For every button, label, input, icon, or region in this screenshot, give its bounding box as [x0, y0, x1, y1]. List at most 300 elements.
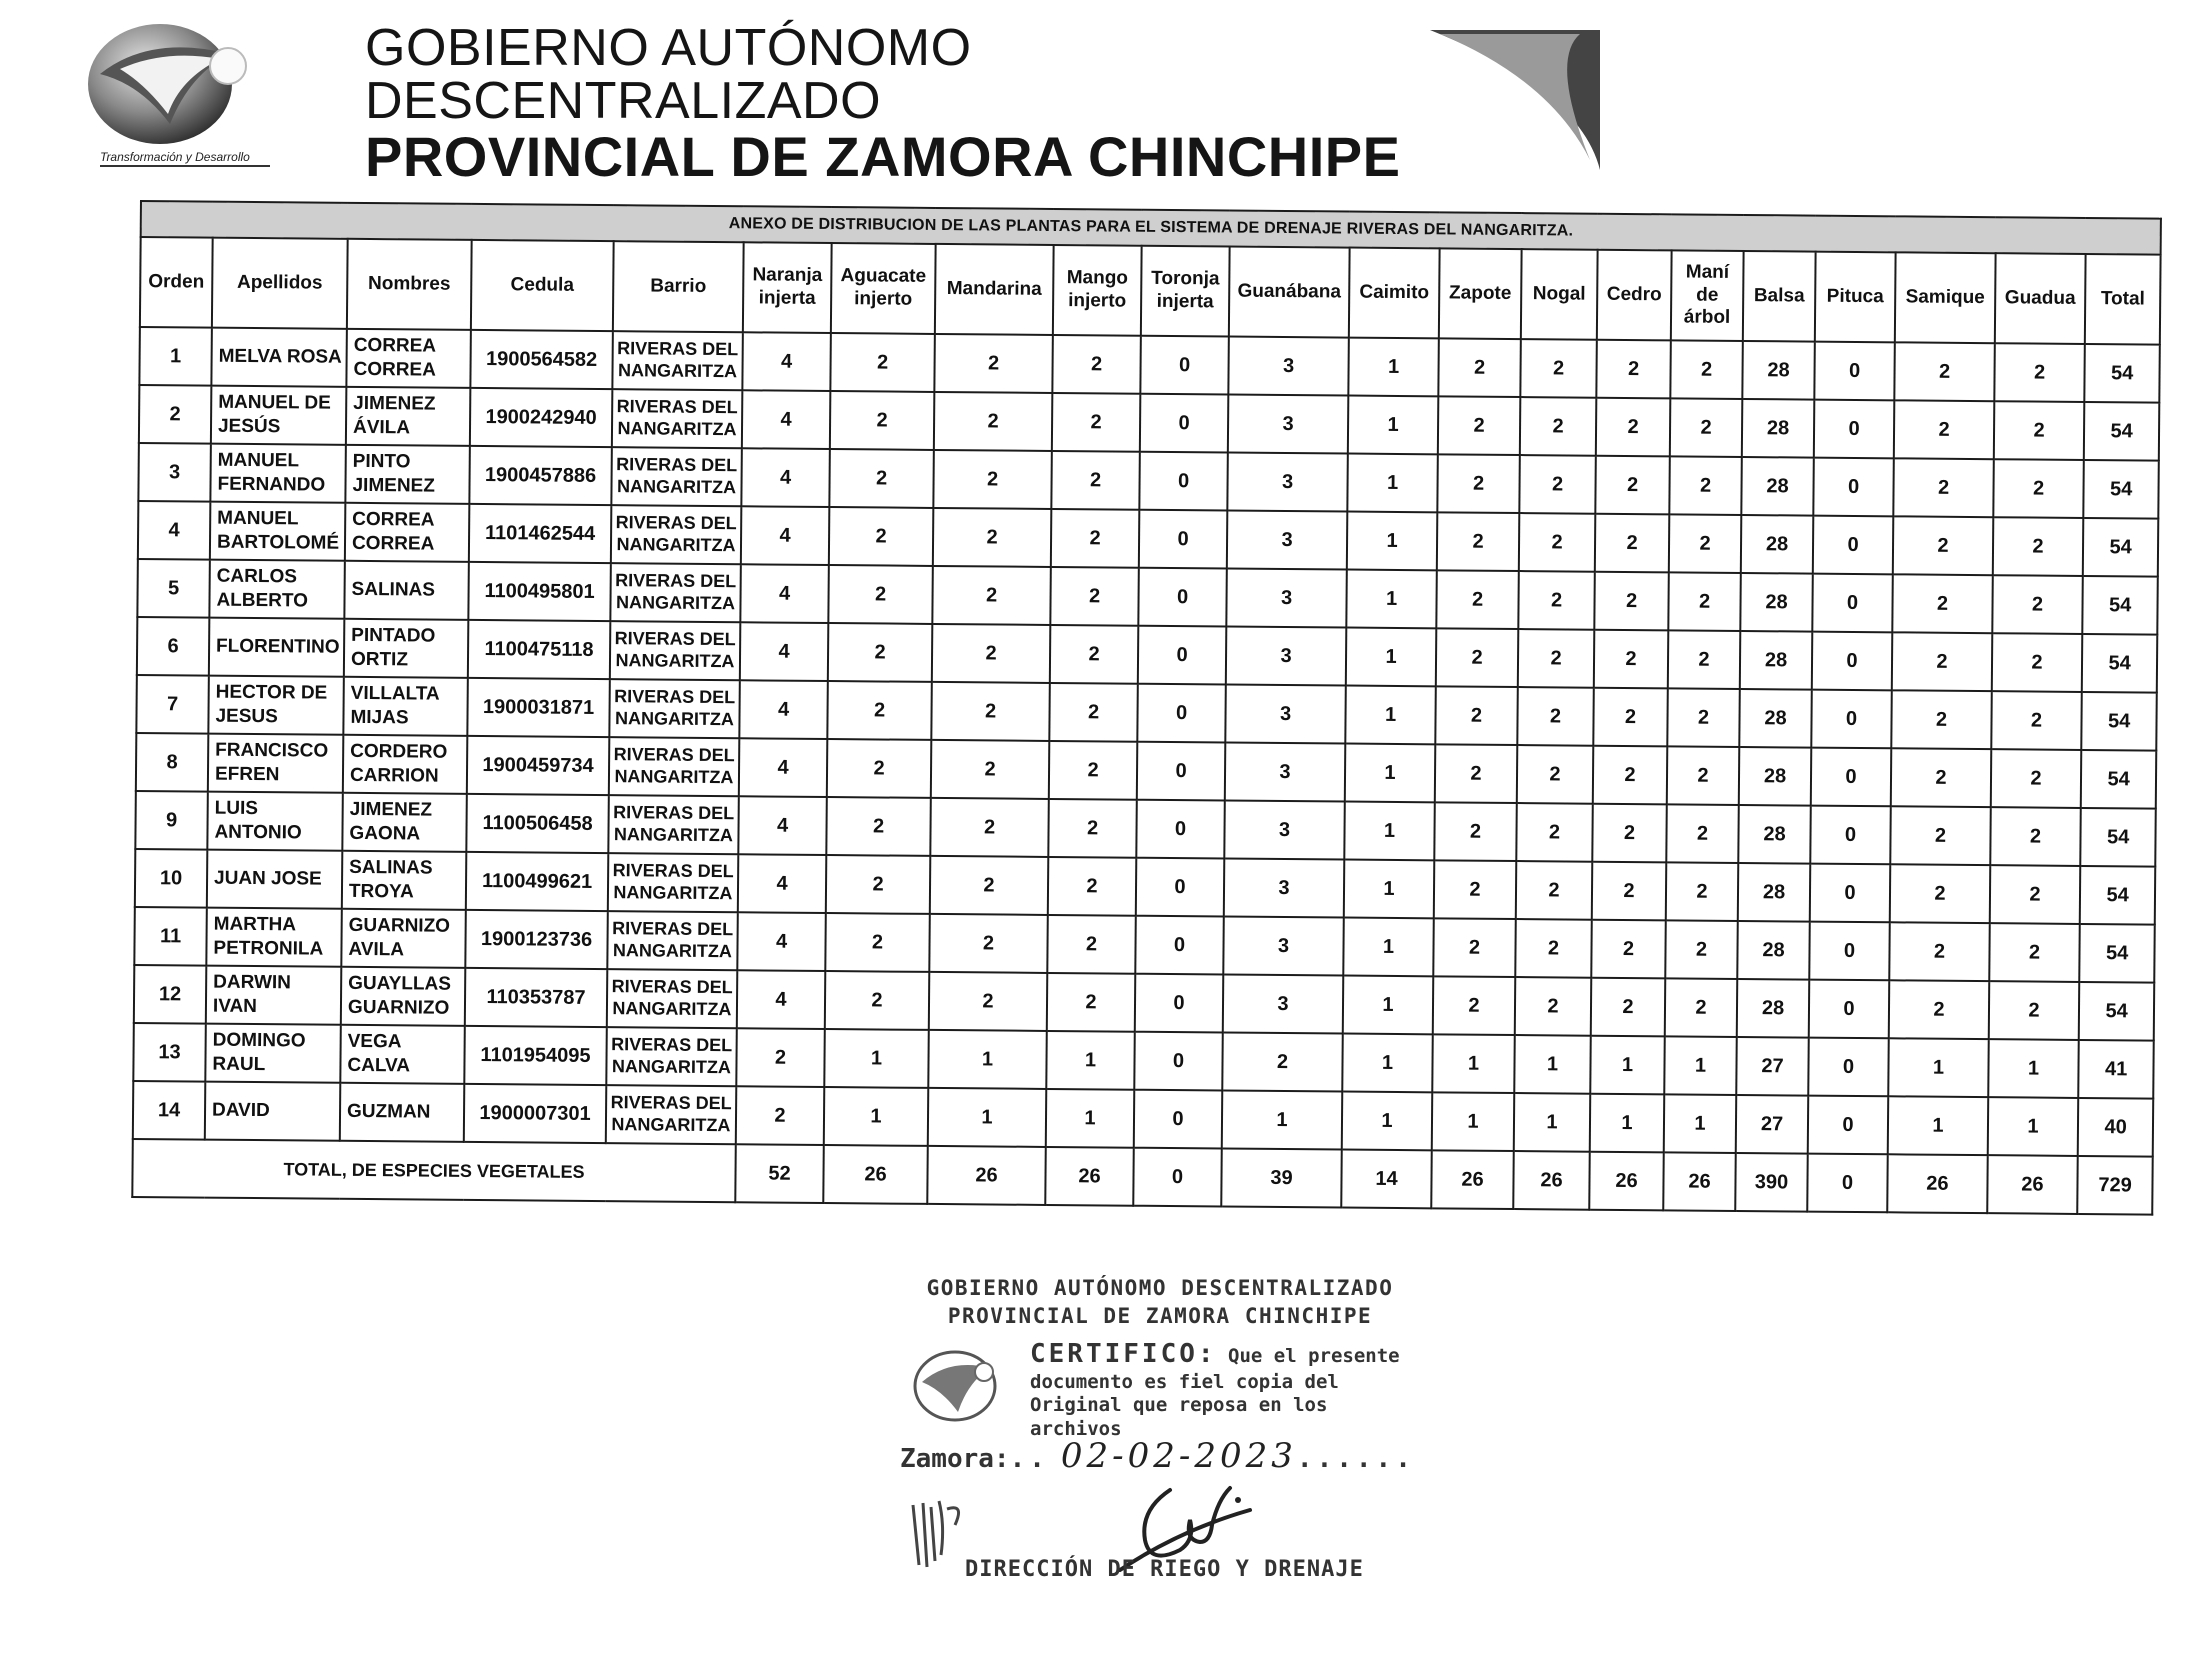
table-cell: 2 [827, 739, 932, 798]
table-cell: 27 [1736, 1095, 1809, 1154]
table-cell: 1 [139, 327, 212, 386]
table-cell: 1 [1046, 1031, 1135, 1090]
table-cell: 2 [1433, 976, 1516, 1035]
table-cell: 1 [1514, 1093, 1591, 1152]
table-cell: 2 [1893, 458, 1994, 517]
table-cell: RIVERAS DEL NANGARITZA [611, 505, 742, 564]
table-cell: 4 [138, 501, 211, 560]
table-cell: 2 [1890, 806, 1991, 865]
table-cell: 1 [1343, 918, 1434, 977]
table-cell: 0 [1139, 452, 1228, 511]
table-cell: 0 [1136, 800, 1225, 859]
certifico-label: CERTIFICO: [1030, 1339, 1217, 1369]
table-cell: 4 [739, 738, 828, 797]
total-cell: 0 [1133, 1148, 1222, 1207]
table-cell: MANUEL DE JESÚS [211, 386, 347, 445]
table-cell: 2 [1667, 746, 1740, 805]
table-cell: 41 [2078, 1040, 2154, 1099]
table-cell: 4 [738, 796, 827, 855]
table-cell: 1101954095 [464, 1026, 607, 1085]
table-cell: 1 [1347, 454, 1438, 513]
table-cell: 28 [1739, 689, 1812, 748]
table-cell: 2 [930, 798, 1049, 857]
table-cell: 28 [1740, 573, 1813, 632]
total-cell: 0 [1807, 1154, 1888, 1213]
table-cell: JIMENEZ GAONA [342, 793, 467, 852]
table-cell: 1900123736 [465, 910, 608, 969]
table-cell: 54 [2084, 344, 2160, 403]
table-cell: 4 [742, 332, 831, 391]
table-cell: RIVERAS DEL NANGARITZA [610, 621, 741, 680]
table-cell: 28 [1737, 921, 1810, 980]
table-cell: 5 [137, 559, 210, 618]
table-cell: 54 [2084, 402, 2160, 461]
column-header: Aguacate injerto [831, 243, 936, 334]
table-cell: 2 [1051, 509, 1140, 568]
table-cell: 0 [1136, 858, 1225, 917]
table-cell: 2 [1435, 744, 1518, 803]
table-cell: 0 [1135, 974, 1224, 1033]
table-cell: 10 [135, 849, 208, 908]
column-header: Nombres [347, 239, 472, 330]
table-cell: 2 [829, 507, 934, 566]
table-cell: 2 [1890, 864, 1991, 923]
table-cell: RIVERAS DEL NANGARITZA [606, 1027, 737, 1086]
table-cell: 0 [1138, 568, 1227, 627]
table-cell: 2 [1050, 625, 1139, 684]
table-cell: MANUEL FERNANDO [210, 444, 346, 503]
table-cell: 2 [1435, 686, 1518, 745]
table-cell: 1900459734 [467, 736, 610, 795]
table-cell: 0 [1810, 806, 1891, 865]
table-cell: 2 [829, 449, 934, 508]
certifico-text [1030, 1338, 1425, 1442]
header-title-line2: PROVINCIAL DE ZAMORA CHINCHIPE [365, 125, 1401, 189]
table-cell: 2 [1994, 401, 2085, 460]
table-cell: 0 [1813, 516, 1894, 575]
table-cell: 1100475118 [468, 620, 611, 679]
table-cell: 3 [1224, 800, 1345, 859]
table-cell: 2 [1892, 574, 1993, 633]
table-cell: 3 [1223, 974, 1344, 1033]
table-cell: MELVA ROSA [211, 328, 347, 387]
institution-logo-icon [80, 14, 260, 164]
table-cell: 2 [1047, 973, 1136, 1032]
table-cell: 28 [1742, 341, 1815, 400]
table-cell: 0 [1134, 1090, 1223, 1149]
table-cell: 8 [136, 733, 209, 792]
table-cell: 0 [1813, 458, 1894, 517]
table-cell: 1 [1345, 744, 1436, 803]
table-cell: 1 [1046, 1089, 1135, 1148]
table-cell: 2 [825, 913, 930, 972]
table-cell: 28 [1741, 457, 1814, 516]
table-cell: GUARNIZO AVILA [341, 909, 466, 968]
table-cell: RIVERAS DEL NANGARITZA [607, 911, 738, 970]
table-cell: 0 [1139, 510, 1228, 569]
table-cell: CORDERO CARRION [343, 735, 468, 794]
table-cell: 2 [1891, 690, 1992, 749]
table-cell: VEGA CALVA [340, 1025, 465, 1084]
table-cell: 2 [1889, 980, 1990, 1039]
table-cell: RIVERAS DEL NANGARITZA [612, 389, 743, 448]
table-cell: 54 [2082, 576, 2158, 635]
table-cell: 1 [1343, 976, 1434, 1035]
table-cell: 2 [932, 566, 1051, 625]
table-cell: 2 [1434, 802, 1517, 861]
table-cell: 2 [1666, 862, 1739, 921]
table-cell: 0 [1811, 690, 1892, 749]
table-cell: 2 [1519, 513, 1596, 572]
table-cell: 2 [1992, 633, 2083, 692]
table-cell: 2 [1894, 400, 1995, 459]
column-header: Orden [140, 237, 213, 328]
total-cell: 26 [1589, 1152, 1664, 1211]
table-cell: 1 [1514, 1035, 1591, 1094]
table-cell: 54 [2079, 924, 2155, 983]
total-cell: 26 [1513, 1151, 1590, 1210]
table-cell: 1 [1988, 1097, 2079, 1156]
table-cell: 13 [133, 1023, 206, 1082]
table-cell: 2 [1594, 572, 1669, 631]
table-cell: GUAYLLAS GUARNIZO [341, 967, 466, 1026]
table-cell: 2 [1893, 516, 1994, 575]
table-cell: 4 [737, 912, 826, 971]
certification-stamp [900, 1276, 1420, 1476]
total-cell: 26 [1045, 1147, 1134, 1206]
table-cell: 2 [934, 392, 1053, 451]
column-header: Naranja injerta [743, 242, 832, 333]
table-cell: 2 [1990, 865, 2081, 924]
distribution-table-wrapper [131, 200, 2160, 1216]
total-cell: 26 [1431, 1150, 1514, 1209]
table-cell: 2 [1668, 572, 1741, 631]
table-cell: 2 [1990, 807, 2081, 866]
table-cell: 2 [830, 333, 935, 392]
table-cell: 2 [933, 508, 1052, 567]
stamp-date-dots: .. [1009, 1444, 1049, 1474]
column-header: Samique [1895, 252, 1996, 343]
table-cell: 2 [830, 391, 935, 450]
table-cell: 2 [1049, 683, 1138, 742]
table-cell: LUIS ANTONIO [207, 792, 343, 851]
table-cell: PINTO JIMENEZ [345, 445, 470, 504]
column-header: Zapote [1439, 248, 1522, 339]
table-cell: 1 [1344, 860, 1435, 919]
table-cell: DARWIN IVAN [206, 966, 342, 1025]
table-cell: 0 [1134, 1032, 1223, 1091]
total-cell: 26 [927, 1146, 1046, 1205]
column-header: Pituca [1815, 252, 1896, 343]
table-cell: 2 [1891, 748, 1992, 807]
table-cell: 2 [929, 972, 1048, 1031]
table-cell: 1 [1346, 570, 1437, 629]
table-cell: 0 [1812, 574, 1893, 633]
table-cell: 1 [1888, 1096, 1989, 1155]
table-cell: 2 [827, 681, 932, 740]
table-cell: 40 [2078, 1098, 2154, 1157]
table-cell: 2 [1994, 343, 2085, 402]
table-cell: DAVID [205, 1082, 341, 1141]
total-cell: 14 [1341, 1150, 1432, 1209]
total-cell: 26 [1987, 1155, 2078, 1214]
table-cell: 2 [1520, 339, 1597, 398]
table-cell: 1 [1432, 1092, 1515, 1151]
table-cell: 54 [2082, 634, 2158, 693]
stamp-body [900, 1338, 1420, 1438]
table-cell: 1900242940 [470, 388, 613, 447]
table-cell: 2 [931, 682, 1050, 741]
table-cell: 110353787 [465, 968, 608, 1027]
table-cell: RIVERAS DEL NANGARITZA [609, 737, 740, 796]
table-cell: 3 [1228, 395, 1349, 454]
column-header: Mango injerto [1053, 245, 1142, 336]
table-cell: 12 [134, 965, 207, 1024]
table-cell: 1900031871 [467, 678, 610, 737]
total-cell: 26 [823, 1145, 928, 1204]
table-cell: 4 [741, 506, 830, 565]
table-cell: 2 [1048, 857, 1137, 916]
table-cell: RIVERAS DEL NANGARITZA [608, 795, 739, 854]
table-cell: 1 [1347, 512, 1438, 571]
table-cell: 54 [2080, 808, 2156, 867]
table-cell: 2 [1593, 688, 1668, 747]
table-cell: 4 [740, 564, 829, 623]
total-label: TOTAL, DE ESPECIES VEGETALES [132, 1139, 735, 1202]
header-title-line1: GOBIERNO AUTÓNOMO DESCENTRALIZADO [365, 19, 972, 131]
table-cell: 2 [1438, 396, 1521, 455]
table-cell: 2 [1518, 629, 1595, 688]
table-cell: 54 [2083, 460, 2159, 519]
table-cell: 27 [1736, 1037, 1809, 1096]
table-cell: 1 [1664, 1094, 1737, 1153]
table-cell: 4 [737, 970, 826, 1029]
column-header: Guadua [1995, 253, 2086, 344]
table-cell: 2 [1592, 862, 1667, 921]
table-cell: 0 [1137, 742, 1226, 801]
table-cell: 2 [1889, 922, 1990, 981]
column-header: Caimito [1349, 248, 1440, 339]
table-cell: 1 [1345, 686, 1436, 745]
table-cell: 1 [1222, 1090, 1343, 1149]
table-cell: 28 [1737, 979, 1810, 1038]
table-cell: 1100506458 [466, 794, 609, 853]
table-cell: MARTHA PETRONILA [206, 908, 342, 967]
stamp-department: DIRECCIÓN DE RIEGO Y DRENAJE [965, 1557, 1364, 1582]
table-cell: 0 [1811, 748, 1892, 807]
table-cell: 2 [1515, 977, 1592, 1036]
table-cell: 2 [1433, 918, 1516, 977]
table-cell: 4 [741, 448, 830, 507]
table-cell: 0 [1814, 400, 1895, 459]
table-cell: 2 [1049, 741, 1138, 800]
table-cell: RIVERAS DEL NANGARITZA [611, 447, 742, 506]
table-cell: 3 [1227, 511, 1348, 570]
table-cell: 3 [1226, 626, 1347, 685]
column-header: Toronja injerta [1141, 246, 1230, 337]
table-cell: 2 [825, 971, 930, 1030]
table-cell: 54 [2081, 692, 2157, 751]
table-cell: 2 [1670, 398, 1743, 457]
table-body [133, 327, 2160, 1157]
table-cell: CORREA CORREA [345, 503, 470, 562]
table-cell: 2 [1520, 397, 1597, 456]
logo-caption: Transformación y Desarrollo [100, 150, 270, 167]
table-cell: 2 [1591, 978, 1666, 1037]
table-cell: MANUEL BARTOLOMÉ [210, 502, 346, 561]
table-cell: 1 [1348, 396, 1439, 455]
table-cell: 2 [1991, 691, 2082, 750]
table-cell: 2 [932, 624, 1051, 683]
table-cell: 3 [1224, 858, 1345, 917]
table-cell: PINTADO ORTIZ [344, 619, 469, 678]
stamp-date-dots-trailing: ...... [1296, 1444, 1415, 1474]
table-cell: 2 [1991, 749, 2082, 808]
table-cell: 11 [134, 907, 207, 966]
table-cell: 28 [1740, 631, 1813, 690]
table-cell: 28 [1738, 805, 1811, 864]
table-cell: 2 [933, 450, 1052, 509]
stamp-place-label: Zamora: [900, 1444, 1010, 1474]
table-cell: 2 [1669, 456, 1742, 515]
table-cell: 2 [1670, 340, 1743, 399]
table-cell: 2 [828, 565, 933, 624]
table-cell: VILLALTA MIJAS [343, 677, 468, 736]
table-cell: 2 [1668, 630, 1741, 689]
table-cell: 2 [1047, 915, 1136, 974]
table-cell: 3 [1223, 916, 1344, 975]
column-header: Cedro [1597, 250, 1672, 341]
total-cell: 26 [1887, 1154, 1988, 1213]
table-cell: 28 [1739, 747, 1812, 806]
table-cell: 2 [1436, 570, 1519, 629]
table-cell: 2 [931, 740, 1050, 799]
table-cell: 2 [934, 334, 1053, 393]
certifico-text-line3: Original que reposa en los archivos [1030, 1394, 1328, 1440]
table-cell: 1900564582 [470, 330, 613, 389]
table-cell: 3 [1228, 337, 1349, 396]
table-cell: 0 [1809, 922, 1890, 981]
table-cell: 54 [2081, 750, 2157, 809]
table-cell: 3 [138, 443, 211, 502]
table-cell: 6 [137, 617, 210, 676]
table-cell: 4 [742, 390, 831, 449]
table-cell: 2 [1592, 804, 1667, 863]
table-cell: 2 [1595, 514, 1670, 573]
table-cell: 2 [930, 856, 1049, 915]
table-cell: 2 [1665, 978, 1738, 1037]
table-cell: 2 [1989, 981, 2080, 1040]
table-cell: 0 [1809, 980, 1890, 1039]
table-cell: 1 [824, 1087, 929, 1146]
table-cell: 4 [739, 680, 828, 739]
certifico-text-line1: Que el presente [1228, 1345, 1400, 1367]
table-cell: 2 [1595, 456, 1670, 515]
table-cell: 2 [1436, 628, 1519, 687]
total-cell: 26 [1663, 1152, 1736, 1211]
total-cell: 390 [1735, 1153, 1808, 1212]
certifico-text-line2: documento es fiel copia del [1030, 1370, 1339, 1393]
table-cell: 2 [1052, 393, 1141, 452]
table-cell: FRANCISCO EFREN [208, 734, 344, 793]
table-cell: JIMENEZ ÁVILA [346, 387, 471, 446]
column-header: Total [2085, 254, 2161, 345]
table-cell: 2 [1517, 745, 1594, 804]
table-cell: 1 [824, 1029, 929, 1088]
table-cell: 3 [1225, 742, 1346, 801]
total-cell: 52 [735, 1144, 824, 1203]
table-cell: 1 [1348, 338, 1439, 397]
document-header [365, 19, 1465, 189]
table-cell: 1 [1988, 1039, 2079, 1098]
table-cell: 28 [1738, 863, 1811, 922]
table-cell: 1900457886 [469, 446, 612, 505]
table-cell: 2 [826, 797, 931, 856]
table-cell: 0 [1138, 626, 1227, 685]
table-cell: 2 [736, 1028, 825, 1087]
table-cell: 2 [1222, 1032, 1343, 1091]
stamp-logo-icon [910, 1346, 1000, 1426]
stamp-title-line2: PROVINCIAL DE ZAMORA CHINCHIPE [947, 1304, 1373, 1328]
table-cell: GUZMAN [340, 1083, 465, 1142]
table-cell: 1900007301 [464, 1084, 607, 1143]
table-cell: 2 [1667, 688, 1740, 747]
table-cell: JUAN JOSE [207, 850, 343, 909]
table-cell: 2 [1993, 517, 2084, 576]
table-cell: RIVERAS DEL NANGARITZA [607, 969, 738, 1028]
distribution-table [131, 200, 2162, 1216]
table-cell: 0 [1814, 342, 1895, 401]
table-cell: 3 [1226, 568, 1347, 627]
table-cell: 2 [736, 1086, 825, 1145]
table-cell: 0 [1808, 1038, 1889, 1097]
table-cell: 3 [1227, 453, 1348, 512]
table-cell: 2 [1519, 455, 1596, 514]
table-cell: 28 [1742, 399, 1815, 458]
stamp-title-line1: GOBIERNO AUTÓNOMO DESCENTRALIZADO [926, 1276, 1394, 1300]
table-cell: 1 [1346, 628, 1437, 687]
table-cell: 0 [1135, 916, 1224, 975]
table-cell: 1 [1888, 1038, 1989, 1097]
total-cell: 729 [2077, 1156, 2153, 1215]
table-cell: CARLOS ALBERTO [209, 560, 345, 619]
column-header: Maní de árbol [1671, 250, 1744, 341]
table-cell: 54 [2083, 518, 2159, 577]
table-cell: FLORENTINO [209, 618, 345, 677]
table-cell: 0 [1808, 1096, 1889, 1155]
table-cell: 28 [1741, 515, 1814, 574]
table-cell: CORREA CORREA [346, 329, 471, 388]
table-cell: 2 [1437, 512, 1520, 571]
table-cell: 7 [136, 675, 209, 734]
table-cell: 54 [2080, 866, 2156, 925]
table-cell: 3 [1225, 684, 1346, 743]
table-cell: RIVERAS DEL NANGARITZA [610, 563, 741, 622]
table-cell: 0 [1812, 632, 1893, 691]
table-cell: SALINAS TROYA [342, 851, 467, 910]
column-header: Mandarina [935, 244, 1054, 335]
table-cell: 2 [1516, 861, 1593, 920]
table-cell: 2 [1048, 799, 1137, 858]
table-cell: DOMINGO RAUL [205, 1024, 341, 1083]
table-cell: 14 [133, 1081, 206, 1140]
table-cell: 1 [1590, 1094, 1665, 1153]
table-cell: 4 [740, 622, 829, 681]
table-cell: 2 [1593, 746, 1668, 805]
table-cell: 2 [1515, 919, 1592, 978]
table-cell: 2 [1051, 451, 1140, 510]
table-cell: 0 [1140, 394, 1229, 453]
